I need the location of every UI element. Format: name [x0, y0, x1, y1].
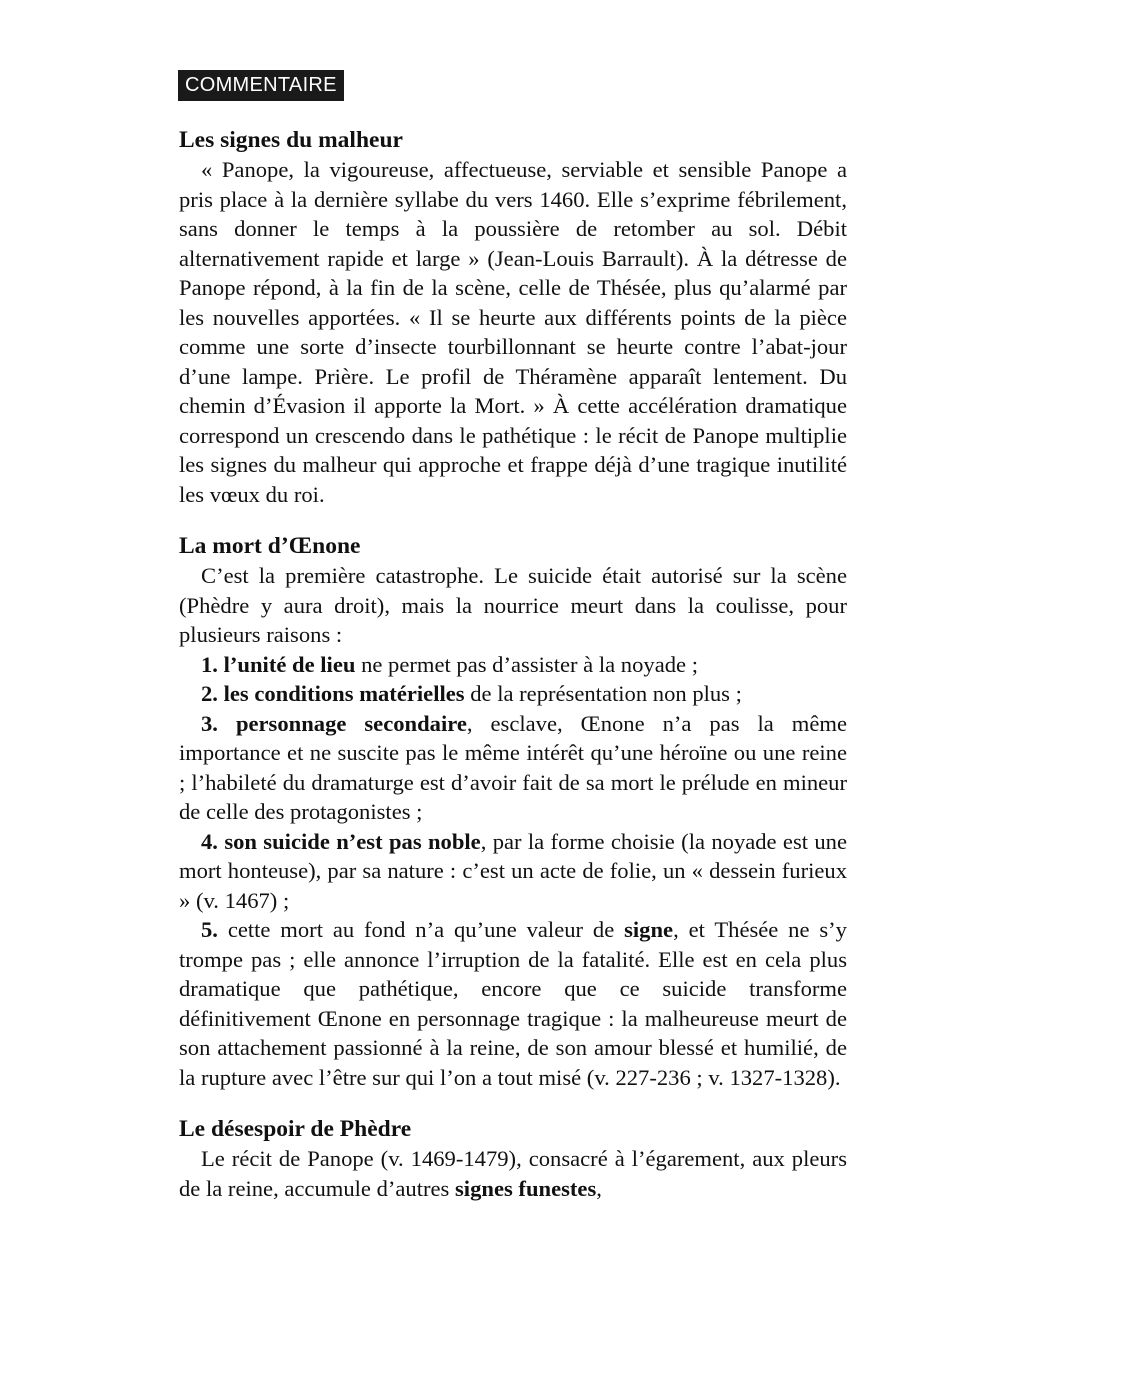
paragraph-text: Le récit de Panope (v. 1469-1479), consacré à l’égarement, aux pleurs de la reine, accumule d’autres: [179, 1146, 847, 1201]
item-text: ne permet pas d’assister à la noyade ;: [355, 651, 698, 677]
list-item: [179, 650, 847, 680]
paragraph-keyword: signes funestes: [455, 1175, 597, 1201]
item-keyword: les conditions matérielles: [223, 681, 465, 706]
heading-desespoir-phedre: Le désespoir de Phèdre: [179, 1116, 412, 1142]
list-item: [179, 709, 847, 827]
item-text-pre: cette mort au fond n’a qu’une valeur de: [217, 917, 625, 942]
item-keyword: son suicide n’est pas noble: [224, 828, 481, 854]
text-column: [179, 125, 847, 1203]
heading-signes-du-malheur: Les signes du malheur: [179, 127, 403, 153]
paragraph-text-end: ,: [596, 1175, 602, 1201]
item-text: , par la forme choisie (la noyade est une mort honteuse), par sa nature : c’est un acte de folie, un « dessein furieux » (v. 1467) ;: [179, 828, 847, 913]
item-number: 4.: [201, 828, 218, 854]
item-text: de la représentation non plus ;: [464, 681, 742, 706]
paragraph-mort-oenone-intro: C’est la première catastrophe. Le suicide était autorisé sur la scène (Phèdre y aura droit), mais la nourrice meurt dans la coulisse, pour plusieurs raisons :: [179, 563, 847, 647]
item-text: , esclave, Œnone n’a pas la même importance et ne suscite pas le même intérêt qu’une héroïne ou une reine ; l’habileté du dramaturge est d’avoir fait de sa mort le prélude en mineur de celle des protagonistes ;: [179, 710, 847, 824]
section-tag: COMMENTAIRE: [178, 70, 344, 101]
heading-mort-oenone: La mort d’Œnone: [179, 533, 361, 559]
paragraph-desespoir-phedre: [179, 1144, 847, 1203]
item-number: 5.: [201, 917, 218, 942]
item-text: , et Thésée ne s’y trompe pas ; elle annonce l’irruption de la fatalité. Elle est en cela plus dramatique que pathétique, encore que ce suicide transforme définitivement Œnone en personnage tragique : la malheureuse meurt de son attachement passionné à la reine, de son amour blessé et humilié, de la rupture avec l’être sur qui l’on a tout misé (v. 227-236 ; v. 1327-1328).: [179, 917, 847, 1090]
item-number: 2.: [201, 681, 218, 706]
item-keyword: signe: [624, 917, 674, 942]
paragraph-signes-du-malheur: « Panope, la vigoureuse, affectueuse, serviable et sensible Panope a pris place à la dernière syllabe du vers 1460. Elle s’exprime fébrilement, sans donner le temps à la poussière de retomber au sol. Débit alternativement rapide et large » (Jean-Louis Barrault). À la détresse de Panope répond, à la fin de la scène, celle de Thésée, plus qu’alarmé par les nouvelles apportées. « Il se heurte aux différents points de la pièce comme une sorte d’insecte tourbillonnant se heurte contre l’abat-jour d’une lampe. Prière. Le profil de Théramène apparaît lentement. Du chemin d’Évasion il apporte la Mort. » À cette accélération dramatique correspond un crescendo dans le pathétique : le récit de Panope multiplie les signes du malheur qui approche et frappe déjà d’une tragique inutilité les vœux du roi.: [179, 157, 847, 507]
item-keyword: l’unité de lieu: [223, 651, 356, 677]
item-number: 3.: [201, 710, 218, 736]
item-number: 1.: [201, 651, 218, 677]
item-keyword: personnage secondaire: [235, 710, 467, 736]
list-item: [179, 679, 847, 709]
list-item: [179, 827, 847, 916]
list-item: [179, 915, 847, 1092]
